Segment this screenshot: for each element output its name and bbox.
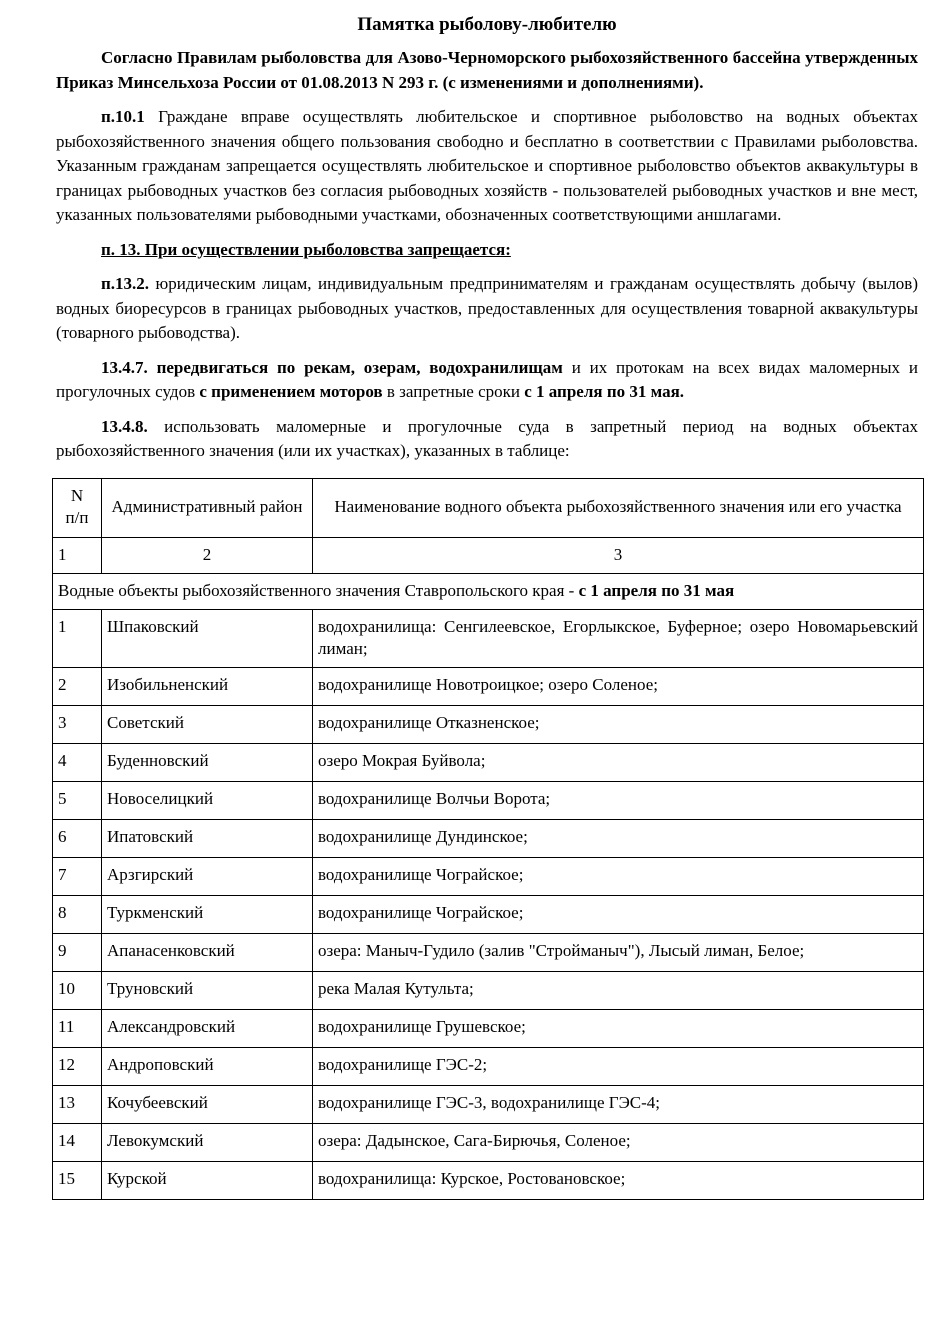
column-number-row [53, 537, 924, 573]
table-row [53, 1009, 924, 1047]
row-water-object: водохранилища: Сенгилеевское, Егорлыкское, Буферное; озеро Новомарьевский лиман; [313, 609, 924, 667]
row-district: Шпаковский [102, 609, 313, 667]
clause-10-1 [56, 105, 918, 228]
spacer [56, 262, 918, 272]
table-row [53, 705, 924, 743]
row-water-object: озеро Мокрая Буйвола; [313, 743, 924, 781]
row-number: 6 [53, 819, 102, 857]
table-row [53, 895, 924, 933]
row-water-object: водохранилище Дундинское; [313, 819, 924, 857]
row-district: Арзгирский [102, 857, 313, 895]
row-district: Александровский [102, 1009, 313, 1047]
clause-13-4-7-text2: в запретные сроки [382, 382, 525, 401]
table-row [53, 667, 924, 705]
table-header-row [53, 478, 924, 537]
row-water-object: водохранилище Чограйское; [313, 895, 924, 933]
row-district: Левокумский [102, 1123, 313, 1161]
clause-13-4-7 [56, 356, 918, 405]
row-water-object: водохранилище ГЭС-3, водохранилище ГЭС-4; [313, 1085, 924, 1123]
row-district: Советский [102, 705, 313, 743]
row-number: 14 [53, 1123, 102, 1161]
clause-13-2 [56, 272, 918, 346]
row-number: 8 [53, 895, 102, 933]
clause-13-2-label: п.13.2. [101, 274, 150, 293]
row-number: 4 [53, 743, 102, 781]
row-water-object: озера: Маныч-Гудило (залив "Стройманыч"), Лысый лиман, Белое; [313, 933, 924, 971]
row-district: Туркменский [102, 895, 313, 933]
row-district: Буденновский [102, 743, 313, 781]
row-number: 15 [53, 1161, 102, 1199]
row-number: 2 [53, 667, 102, 705]
row-district: Андроповский [102, 1047, 313, 1085]
intro-paragraph: Согласно Правилам рыболовства для Азово-Черноморского рыбохозяйственного бассейна утвержденных Приказ Минсельхоза России от 01.08.2013 N 293 г. (с изменениями и дополнениями). [56, 48, 918, 92]
clause-13-4-7-label: 13.4.7. передвигаться по рекам, озерам, водохранилищам [101, 357, 563, 377]
table-row [53, 743, 924, 781]
table-row [53, 819, 924, 857]
row-water-object: озера: Дадынское, Сага-Бирючья, Соленое; [313, 1123, 924, 1161]
row-district: Труновский [102, 971, 313, 1009]
column-number-2: 2 [102, 537, 313, 573]
table-row [53, 1161, 924, 1199]
row-district: Изобильненский [102, 667, 313, 705]
clause-13-4-8-text: использовать маломерные и прогулочные суда в запретный период на водных объектах рыбохозяйственного значения (или их участках), указанных в таблице: [56, 416, 918, 460]
row-number: 1 [53, 609, 102, 667]
row-number: 5 [53, 781, 102, 819]
row-number: 7 [53, 857, 102, 895]
table-row [53, 1047, 924, 1085]
row-number: 10 [53, 971, 102, 1009]
spacer [56, 405, 918, 415]
row-water-object: водохранилище Грушевское; [313, 1009, 924, 1047]
row-district: Кочубеевский [102, 1085, 313, 1123]
clause-13-4-7-text: и их протокам на всех видах маломерных и прогулочных судов [56, 357, 918, 401]
row-water-object: река Малая Кутульта; [313, 971, 924, 1009]
table-row [53, 933, 924, 971]
clause-13-4-7-period: с 1 апреля по 31 мая. [524, 382, 685, 401]
header-object: Наименование водного объекта рыбохозяйственного значения или его участка [313, 478, 924, 537]
clause-13-heading-text: п. 13. При осуществлении рыболовства запрещается: [101, 239, 511, 259]
row-water-object: водохранилище Отказненское; [313, 705, 924, 743]
row-water-object: водохранилища: Курское, Ростовановское; [313, 1161, 924, 1199]
table-row [53, 1123, 924, 1161]
row-water-object: водохранилище Волчьи Ворота; [313, 781, 924, 819]
column-number-1: 1 [53, 537, 102, 573]
document-title: Памятка рыболову-любителю [357, 14, 617, 35]
section-period: с 1 апреля по 31 мая [578, 580, 735, 600]
clause-13-2-text: юридическим лицам, индивидуальным предпринимателям и гражданам осуществлять добычу (вылов) водных биоресурсов в границах рыбоводных участков, предоставленных для осуществления товарной аквакультуры (товарного рыбоводства). [56, 274, 918, 342]
clause-13-heading [56, 238, 918, 263]
clause-13-4-8-label: 13.4.8. [101, 416, 148, 436]
water-bodies-table [52, 478, 924, 1200]
row-water-object: водохранилище ГЭС-2; [313, 1047, 924, 1085]
row-number: 11 [53, 1009, 102, 1047]
section-row [53, 573, 924, 609]
row-water-object: водохранилище Новотроицкое; озеро Соленое; [313, 667, 924, 705]
row-number: 9 [53, 933, 102, 971]
clause-13-4-7-motors: с применением моторов [199, 382, 383, 401]
clause-13-4-8 [56, 415, 918, 464]
header-num: N п/п [53, 478, 102, 537]
row-water-object: водохранилище Чограйское; [313, 857, 924, 895]
row-number: 12 [53, 1047, 102, 1085]
row-district: Ипатовский [102, 819, 313, 857]
clause-10-1-label: п.10.1 [101, 107, 145, 126]
section-text: Водные объекты рыбохозяйственного значения Ставропольского края - [58, 580, 579, 600]
row-district: Курской [102, 1161, 313, 1199]
table-row [53, 971, 924, 1009]
row-district: Новоселицкий [102, 781, 313, 819]
column-number-3: 3 [313, 537, 924, 573]
section-cell [53, 573, 924, 609]
row-number: 13 [53, 1085, 102, 1123]
spacer [56, 346, 918, 356]
spacer [56, 228, 918, 238]
header-district: Административный район [102, 478, 313, 537]
clause-10-1-text: Граждане вправе осуществлять любительское и спортивное рыболовство на водных объектах рыбохозяйственного значения общего пользования свободно и бесплатно в соответствии с Правилами рыболовства. Указанным гражданам запрещается осуществлять любительское и спортивное рыболовство объектов аквакультуры в границах рыбоводных участков без согласия рыбоводных хозяйств - пользователей рыбоводных участков и вне мест, указанных пользователями рыбоводными участками, обозначенных соответствующими аншлагами. [56, 107, 918, 224]
table-row [53, 609, 924, 667]
table-row [53, 781, 924, 819]
row-number: 3 [53, 705, 102, 743]
row-district: Апанасенковский [102, 933, 313, 971]
table-row [53, 857, 924, 895]
table-row [53, 1085, 924, 1123]
